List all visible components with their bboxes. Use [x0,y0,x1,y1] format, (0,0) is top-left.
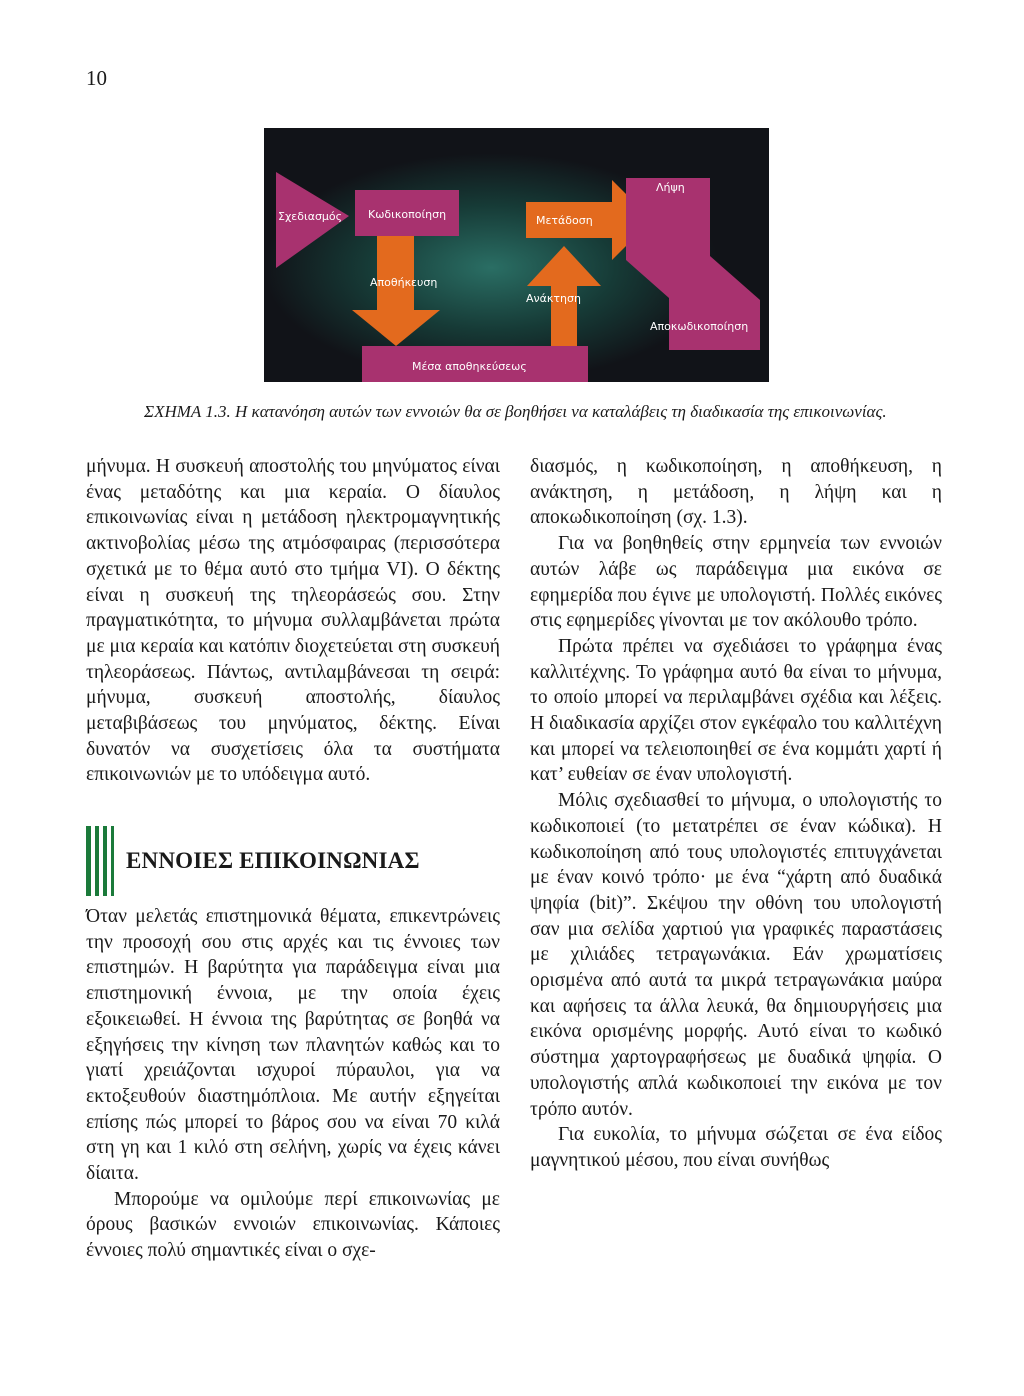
page-number: 10 [86,66,107,90]
encoding-label: Κωδικοποίηση [368,208,447,221]
heading-bar [95,826,99,896]
heading-bars [86,826,120,896]
caption-text: Η κατανόηση αυτών των εννοιών θα σε βοηθήσει να καταλάβεις τη διαδικασία της επικοινωνίας. [235,402,887,421]
right-paragraph-3: Πρώτα πρέπει να σχεδιάσει το γράφημα ένας καλλιτέχνης. Το γράφημα αυτό θα είναι το μήνυμα, το οποίο μπορεί να περιλαμβάνει σχέδια και λέξεις. Η διαδικασία αρχίζει στον εγκέφαλο του καλλιτέχνη και μπορεί να τελειοποιηθεί σε ένα κομμάτι χαρτί ή κατ’ ευθείαν σε έναν υπολογιστή. [530,635,942,786]
heading-bar [111,826,114,896]
section-title: ΕΝΝΟΙΕΣ ΕΠΙΚΟΙΝΩΝΙΑΣ [126,848,420,873]
section-paragraph-1: Όταν μελετάς επιστημονικά θέματα, επικεντρώνεις την προσοχή σου στις αρχές και τις έννοιες των επιστημών. Η βαρύτητα για παράδειγμα είναι μια επιστημονική έννοια, με την οποία έχεις εξοικειωθεί. Η έννοια της βαρύτητας σε βοηθά να εξηγήσεις την κίνηση των πλανητών καθώς και το γιατί χρειάζονται ισχυροί πύραυλοι, για να εκτοξευθούν διαστημόπλοια. Με αυτήν εξηγείται επίσης πώς μπορεί το βάρος σου να είναι 70 κιλά στη γη και 1 κιλό στη σελήνη, χωρίς να έχεις κάνει δίαιτα. [86,906,500,1185]
section-paragraph-2: Μπορούμε να ομιλούμε περί επικοινωνίας με όρους βασικών εννοιών επικοινωνίας. Κάποιες έννοιες πολύ σημαντικές είναι ο σχε- [86,1188,500,1262]
figure-diagram [264,128,769,382]
right-paragraph-2: Για να βοηθηθείς στην ερμηνεία των εννοιών αυτών λάβε ως παράδειγμα μια εικόνα σε εφημερίδα που έγινε με υπολογιστή. Πολλές εικόνες στις εφημερίδες γίνονται με τον ακόλουθο τρόπο. [530,533,942,632]
design-label: Σχεδιασμός [278,210,343,223]
section-heading [86,826,500,896]
decoding-label: Αποκωδικοποίηση [650,320,749,333]
right-paragraph-5: Για ευκολία, το μήνυμα σώζεται σε ένα είδος μαγνητικού μέσου, που είναι συνήθως [530,1124,942,1171]
storage-label: Αποθήκευση [370,276,438,289]
media-label: Μέσα αποθηκεύσεως [412,360,527,373]
figure-caption [144,402,934,422]
section-body [86,904,500,1264]
left-paragraph-1: μήνυμα. Η συσκευή αποστολής του μηνύματος είναι ένας μεταδότης και μια κεραία. Ο δίαυλος επικοινωνίας είναι η μετάδοση ηλεκτρομαγνητικής ακτινοβολίας μέσω της ατμόσφαιρας (περισσότερα σχετικά με το θέμα αυτό στο τμήμα VI). Ο δέκτης είναι η συσκευή της τηλεοράσεώς σου. Στην πραγματικότητα, το μήνυμα συλλαμβάνεται πρώτα με μια κεραία και κατόπιν διοχετεύεται στη συσκευή τηλεοράσεως. Πάντως, αντιλαμβάνεσαι τη σειρά: μήνυμα, συσκευή αποστολής, δίαυλος μεταβιβάσεως του μηνύματος, δέκτης. Είναι δυνατόν να συσχετίσεις όλα τα συστήματα επικοινωνιών με το υπόδειγμα αυτό. [86,456,500,786]
heading-bar [86,826,91,896]
transmission-label: Μετάδοση [536,214,593,227]
reception-label: Λήψη [656,181,685,194]
communication-process-figure [264,128,769,382]
left-column [86,454,500,788]
retrieval-label: Ανάκτηση [526,292,581,305]
right-paragraph-4: Μόλις σχεδιασθεί το μήνυμα, ο υπολογιστής το κωδικοποιεί (το μετατρέπει σε έναν κώδικα). Η κωδικοποίηση από τους υπολογιστές επιτυγχάνεται με έναν κοινό τρόπο· με ένα “χάρτη από δυαδικά ψηφία (bit)”. Σκέψου την οθόνη του υπολογιστή σαν μια σελίδα χαρτιού για γραφικές παραστάσεις με χιλιάδες τετραγωνάκια. Εάν χρωματίσεις ορισμένα από αυτά τα μικρά τετραγωνάκια μαύρα και αφήσεις τα άλλα λευκά, θα δημιουργήσεις μια εικόνα ορισμένης μορφής. Αυτό είναι το κωδικό σύστημα χαρτογραφήσεως με δυαδικά ψηφία. Ο υπολογιστής απλά κωδικοποιεί την εικόνα με τον τρόπο αυτόν. [530,790,942,1120]
heading-bar [103,826,107,896]
right-paragraph-1: διασμός, η κωδικοποίηση, η αποθήκευση, η ανάκτηση, η μετάδοση, η λήψη και η αποκωδικοποίηση (σχ. 1.3). [530,456,942,529]
right-column [530,454,942,1174]
caption-label: ΣΧΗΜΑ 1.3. [144,402,231,421]
